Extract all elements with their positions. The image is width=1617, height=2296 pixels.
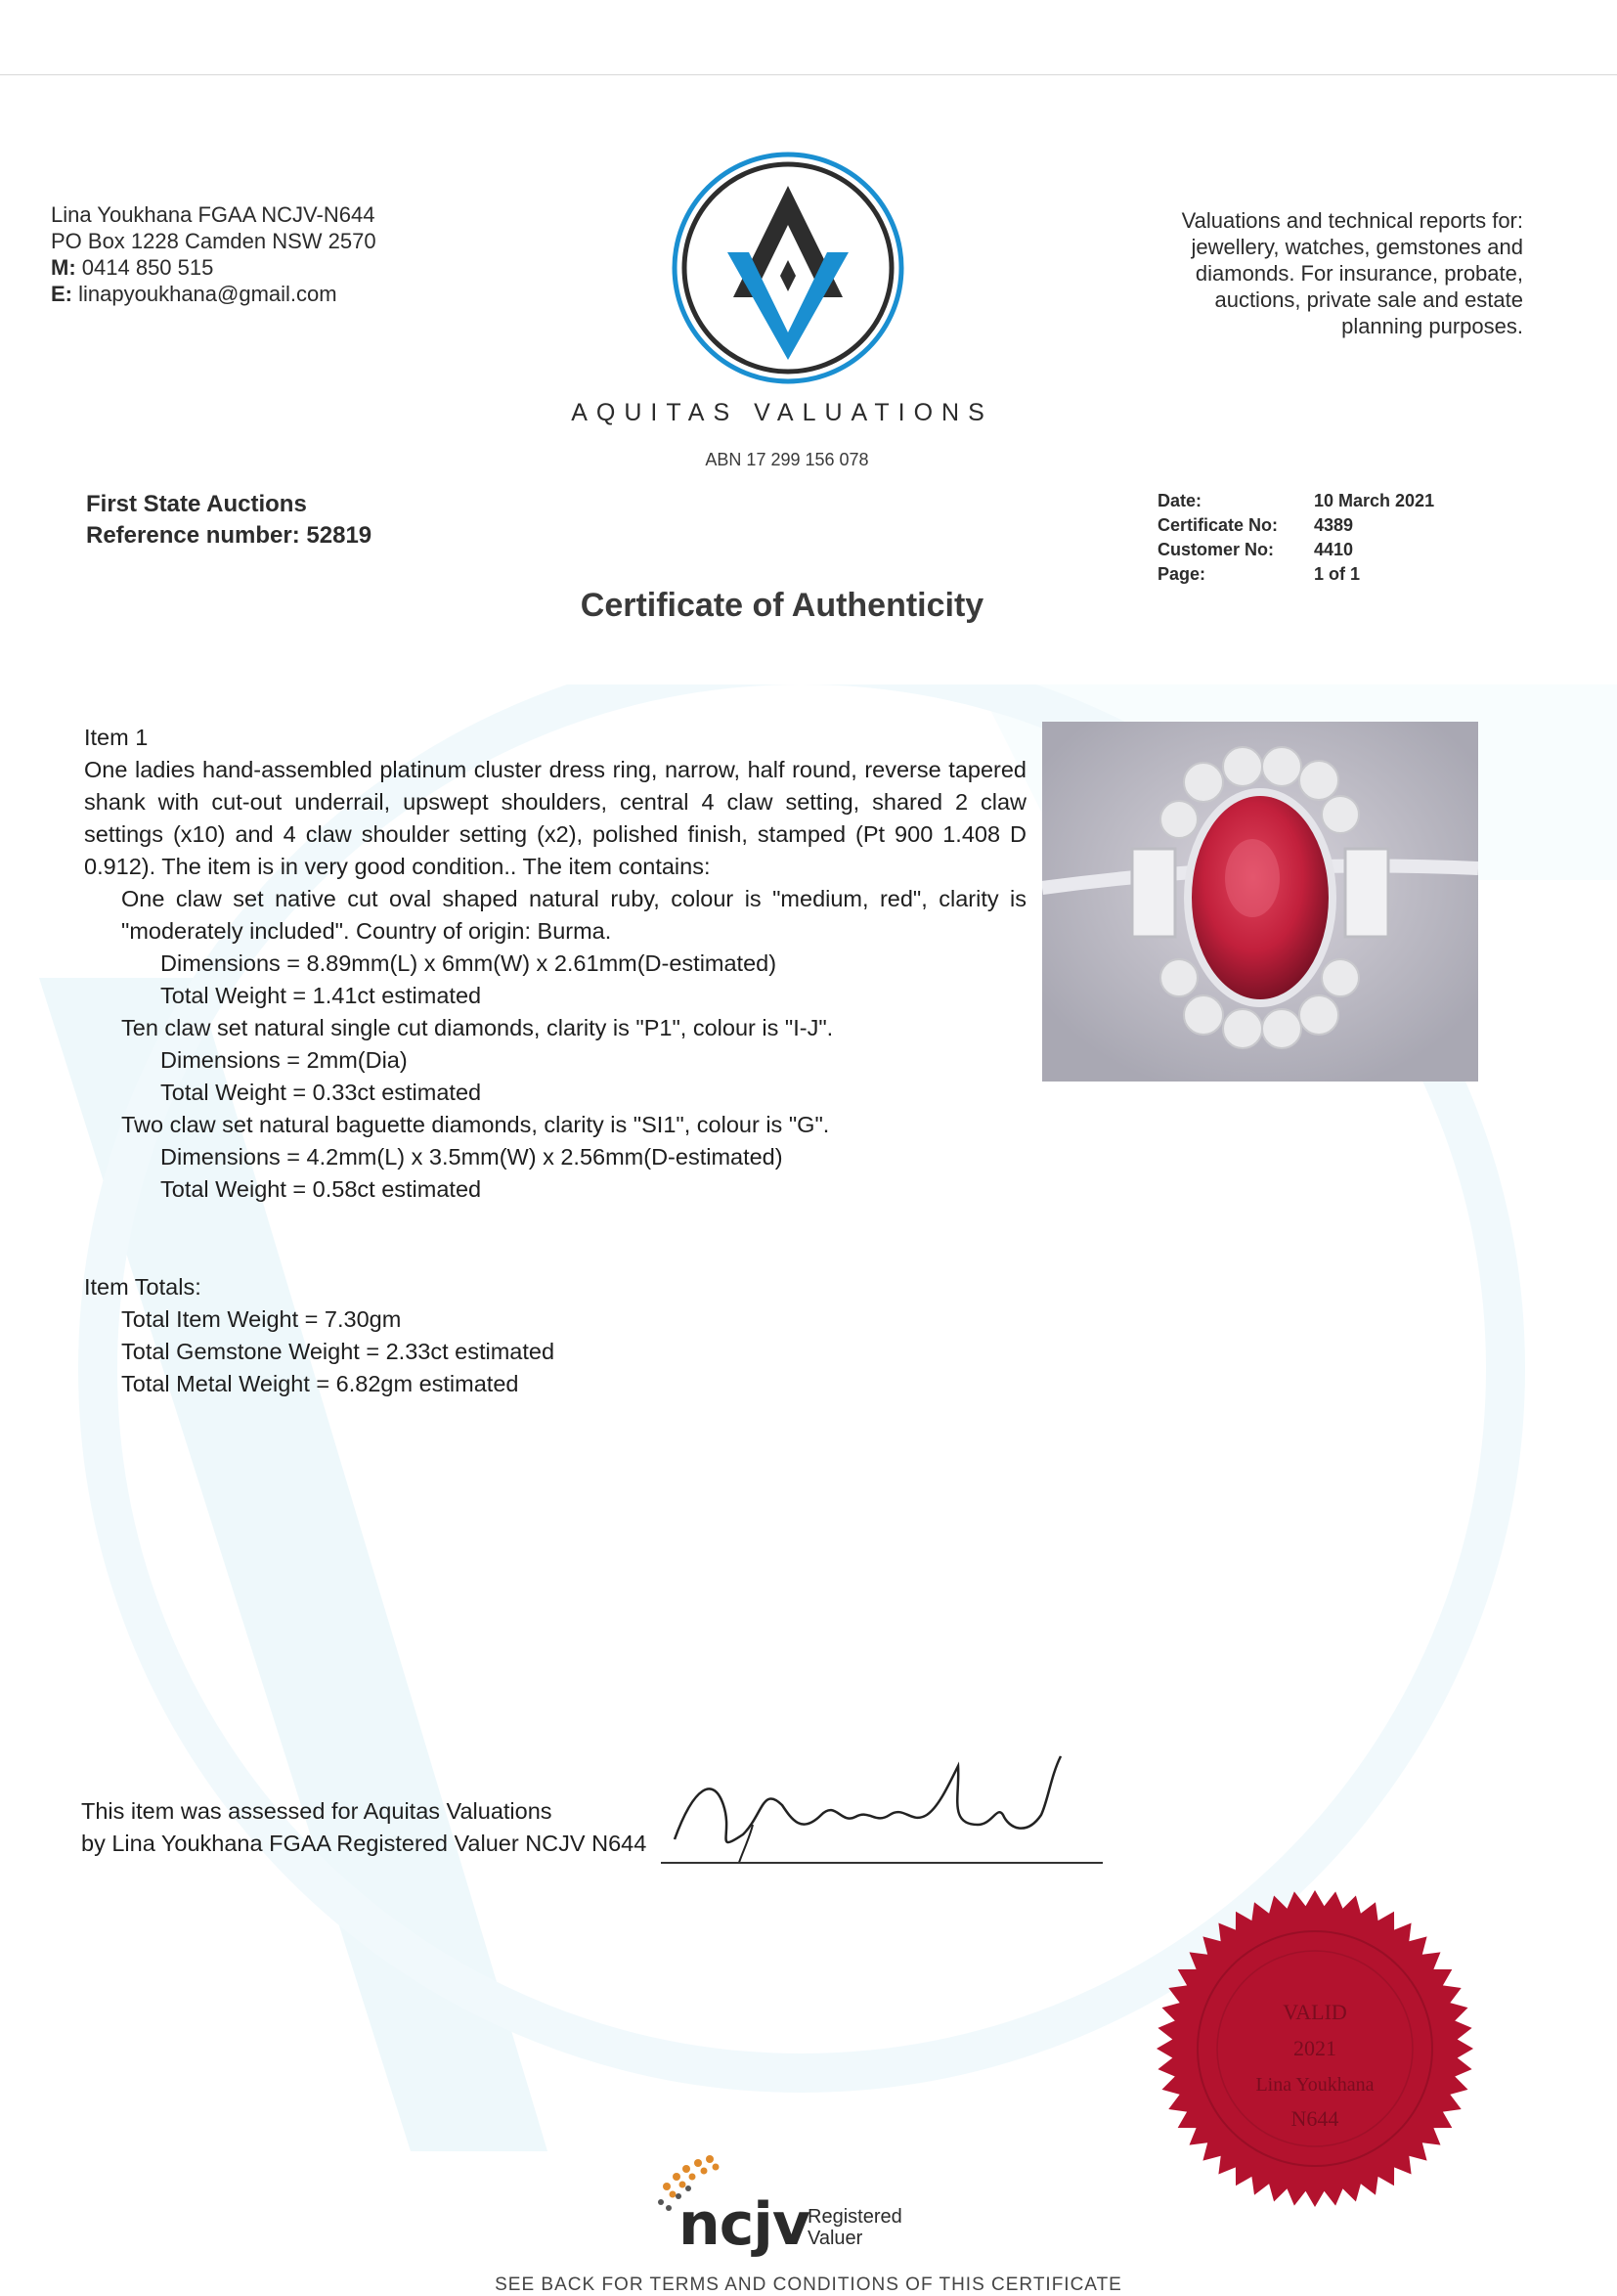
client-name: First State Auctions (86, 491, 307, 517)
stone-weight: Total Weight = 0.58ct estimated (160, 1176, 482, 1202)
seal-text-year: 2021 (1293, 2036, 1336, 2060)
seal-text-number: N644 (1290, 2106, 1339, 2131)
reference-number: Reference number: 52819 (86, 522, 372, 549)
item-section (84, 722, 1027, 1206)
totals-line: Total Gemstone Weight = 2.33ct estimated (121, 1339, 555, 1364)
valuer-signature (655, 1746, 1105, 1864)
services-line: jewellery, watches, gemstones and (1191, 235, 1523, 259)
contact-block (51, 201, 376, 307)
stone-description: Two claw set natural baguette diamonds, clarity is "SI1", colour is "G". (121, 1112, 830, 1137)
email-address: linapyoukhana@gmail.com (78, 282, 337, 306)
top-rule (0, 74, 1617, 75)
item-heading: Item 1 (84, 725, 149, 750)
contact-address: PO Box 1228 Camden NSW 2570 (51, 229, 376, 253)
certificate-meta (1158, 489, 1434, 587)
ncjv-sub-line: Valuer (808, 2228, 863, 2249)
email-label: E: (51, 282, 72, 306)
brand-name: AQUITAS VALUATIONS (571, 399, 993, 426)
contact-name: Lina Youkhana FGAA NCJV-N644 (51, 202, 375, 227)
valid-seal-icon (1154, 1887, 1476, 2210)
contact-email (51, 281, 376, 307)
totals-line: Total Item Weight = 7.30gm (121, 1306, 402, 1332)
stone-dimensions: Dimensions = 2mm(Dia) (160, 1047, 408, 1073)
services-line: planning purposes. (1341, 314, 1523, 338)
meta-label: Date: (1158, 491, 1202, 510)
ncjv-subtitle (808, 2206, 902, 2249)
footer-terms: SEE BACK FOR TERMS AND CONDITIONS OF THIS CERTIFICATE (495, 2274, 1122, 2295)
meta-value: 1 of 1 (1314, 564, 1361, 584)
meta-row-certificate (1158, 513, 1434, 538)
meta-row-date (1158, 489, 1434, 513)
mobile-number: 0414 850 515 (81, 255, 214, 280)
services-line: auctions, private sale and estate (1214, 287, 1523, 312)
meta-value: 10 March 2021 (1314, 491, 1435, 510)
stone-description: One claw set native cut oval shaped natural ruby, colour is "medium, red", clarity is "moderately included". Country of origin: Burma. (121, 886, 1027, 944)
stone-dimensions: Dimensions = 4.2mm(L) x 3.5mm(W) x 2.56mm(D-estimated) (160, 1144, 783, 1170)
assessment-statement (81, 1795, 646, 1860)
assessment-line: by Lina Youkhana FGAA Registered Valuer NCJV N644 (81, 1831, 647, 1856)
meta-label: Customer No: (1158, 540, 1275, 559)
mobile-label: M: (51, 255, 76, 280)
seal-text-name: Lina Youkhana (1255, 2074, 1375, 2096)
abn-number: ABN 17 299 156 078 (705, 450, 869, 469)
ring-photo (1042, 722, 1478, 1082)
stone-dimensions: Dimensions = 8.89mm(L) x 6mm(W) x 2.61mm(D-estimated) (160, 950, 777, 976)
services-blurb (1113, 207, 1523, 339)
meta-label: Certificate No: (1158, 515, 1279, 535)
meta-value: 4389 (1314, 515, 1354, 535)
totals-heading: Item Totals: (84, 1274, 201, 1300)
services-line: Valuations and technical reports for: (1181, 208, 1523, 233)
document-title: Certificate of Authenticity (580, 587, 984, 624)
contact-mobile (51, 254, 376, 281)
meta-value: 4410 (1314, 540, 1354, 559)
ncjv-logo-text: ncjv (678, 2190, 809, 2259)
totals-line: Total Metal Weight = 6.82gm estimated (121, 1371, 519, 1396)
ncjv-sub-line: Registered (808, 2206, 902, 2228)
meta-label: Page: (1158, 564, 1206, 584)
meta-row-page (1158, 562, 1434, 587)
client-block (86, 489, 371, 552)
assessment-line: This item was assessed for Aquitas Valuations (81, 1798, 552, 1824)
meta-row-customer (1158, 538, 1434, 562)
stone-weight: Total Weight = 0.33ct estimated (160, 1080, 482, 1105)
stone-description: Ten claw set natural single cut diamonds, clarity is "P1", colour is "I-J". (121, 1015, 834, 1040)
item-totals (84, 1271, 554, 1400)
stone-weight: Total Weight = 1.41ct estimated (160, 983, 482, 1008)
services-line: diamonds. For insurance, probate, (1195, 261, 1523, 286)
seal-text-valid: VALID (1283, 2000, 1347, 2024)
aquitas-logo-icon (671, 151, 905, 385)
item-description: One ladies hand-assembled platinum cluster dress ring, narrow, half round, reverse tapered shank with cut-out underrail, upswept shoulders, central 4 claw setting, shared 2 claw settings (x10) and 4 claw shoulder setting (x2), polished finish, stamped (Pt 900 1.408 D 0.912). The item is in very good condition.. The item contains: (84, 757, 1027, 879)
signature-line (661, 1862, 1103, 1864)
